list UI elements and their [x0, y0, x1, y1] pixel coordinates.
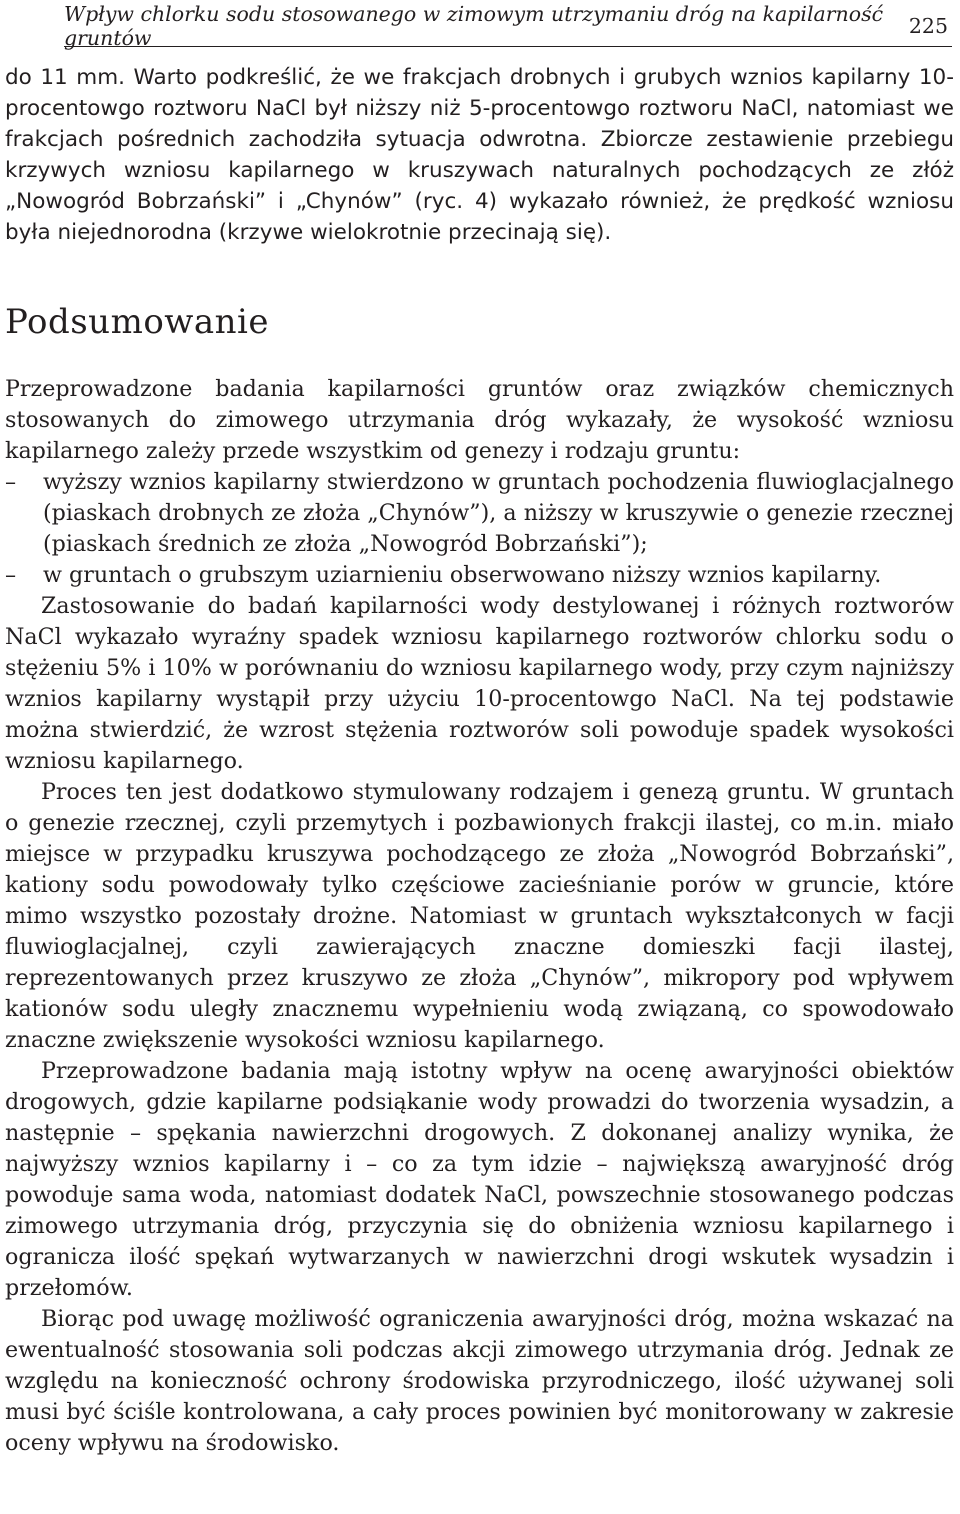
- section-heading: Podsumowanie: [5, 302, 270, 342]
- running-title: Wpływ chlorku sodu stosowanego w zimowym utrzymaniu dróg na kapilarność gruntów: [64, 2, 884, 50]
- dash-bullet: –: [5, 469, 17, 495]
- intro-paragraph: do 11 mm. Warto podkreślić, że we frakcjach drobnych i grubych wznios kapilarny 10-procentowgo roztworu NaCl był niższy niż 5-procentowgo roztworu NaCl, natomiast we frakcjach pośrednich zachodziła sytuacja odwrotna. Zbiorcze zestawienie przebiegu krzywych wzniosu kapilarnego w kruszywach naturalnych pochodzących ze złóż „Nowogród Bobrzański” i „Chynów” (ryc. 4) wykazało również, że prędkość wzniosu była niejednorodna (krzywe wielokrotnie przecinają się).: [5, 65, 954, 245]
- findings-list: [5, 467, 954, 591]
- body-text: [5, 62, 954, 1459]
- list-item-text: w gruntach o grubszym uziarnieniu obserwowano niższy wznios kapilarny.: [43, 562, 882, 588]
- page-number: 225: [908, 14, 948, 38]
- list-item-text: wyższy wznios kapilarny stwierdzono w gruntach pochodzenia fluwioglacjalnego (piaskach drobnych ze złoża „Chynów”), a niższy w kruszywie o genezie rzecznej (piaskach średnich ze złoża „Nowogród Bobrzański”);: [43, 469, 954, 557]
- running-header: [64, 2, 952, 50]
- paragraph: Zastosowanie do badań kapilarności wody destylowanej i różnych roztworów NaCl wykazało wyraźny spadek wzniosu kapilarnego roztworów chlorku sodu o stężeniu 5% i 10% w porównaniu do wzniosu kapilarnego wody, przy czym najniższy wznios kapilarny wystąpił przy użyciu 10-procentowgo NaCl. Na tej podstawie można stwierdzić, że wzrost stężenia roztworów soli powoduje spadek wysokości wzniosu kapilarnego.: [5, 593, 954, 774]
- dash-bullet: –: [5, 562, 17, 588]
- summary-lead-paragraph: Przeprowadzone badania kapilarności gruntów oraz związków chemicznych stosowanych do zimowego utrzymania dróg wykazały, że wysokość wzniosu kapilarnego zależy przede wszystkim od genezy i rodzaju gruntu:: [5, 376, 954, 464]
- paragraph: Biorąc pod uwagę możliwość ograniczenia awaryjności dróg, można wskazać na ewentualność stosowania soli podczas akcji zimowego utrzymania dróg. Jednak ze względu na konieczność ochrony środowiska przyrodniczego, ilość używanej soli musi być ściśle kontrolowana, a cały proces powinien być monitorowany w zakresie oceny wpływu na środowisko.: [5, 1306, 954, 1456]
- list-item: [5, 560, 954, 591]
- paragraph: Przeprowadzone badania mają istotny wpływ na ocenę awaryjności obiektów drogowych, gdzie kapilarne podsiąkanie wody prowadzi do tworzenia wysadzin, a następnie – spękania nawierzchni drogowych. Z dokonanej analizy wynika, że najwyższy wznios kapilarny i – co za tym idzie – największą awaryjność dróg powoduje sama woda, natomiast dodatek NaCl, powszechnie stosowanego podczas zimowego utrzymania dróg, przyczynia się do obniżenia wzniosu kapilarnego i ogranicza ilość spękań wytwarzanych w nawierzchni drogi wskutek wysadzin i przełomów.: [5, 1058, 954, 1301]
- paragraph: Proces ten jest dodatkowo stymulowany rodzajem i genezą gruntu. W gruntach o genezie rzecznej, czyli przemytych i pozbawionych frakcji ilastej, co m.in. miało miejsce w przypadku kruszywa pochodzącego ze złoża „Nowogród Bobrzański”, kationy sodu powodowały tylko częściowe zacieśnianie porów w gruncie, które mimo wszystko pozostały drożne. Natomiast w gruntach wykształconych w facji fluwioglacjalnej, czyli zawierających znaczne domieszki facji ilastej, reprezentowanych przez kruszywo ze złoża „Chynów”, mikropory pod wpływem kationów sodu uległy znacznemu wypełnieniu wodą związaną, co spowodowało znaczne zwiększenie wysokości wzniosu kapilarnego.: [5, 779, 954, 1053]
- list-item: [5, 467, 954, 560]
